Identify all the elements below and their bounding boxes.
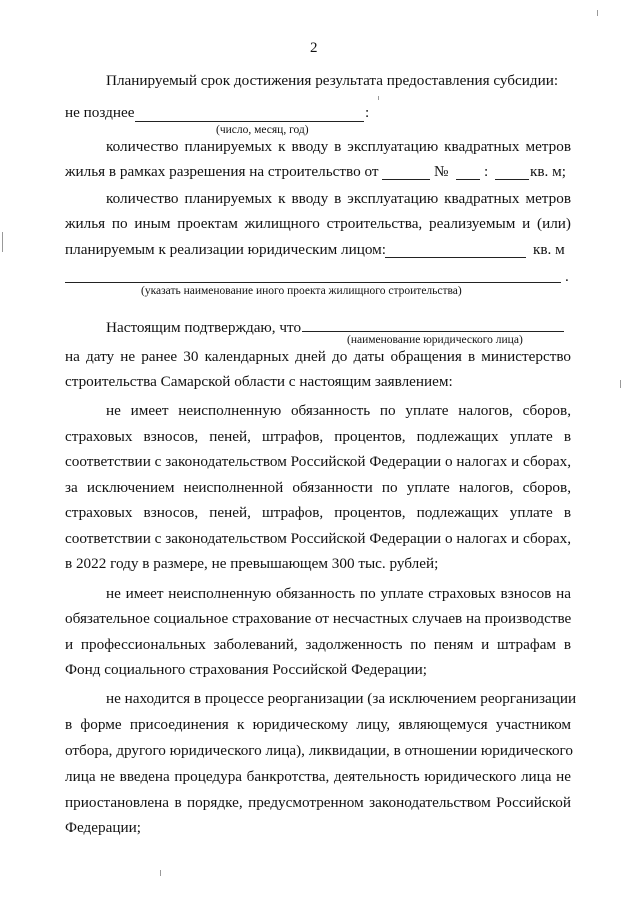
deadline-label: не позднее	[65, 104, 135, 121]
text-line-3: количество планируемых к вводу в эксплуатацию квадратных метров	[106, 138, 571, 155]
text-line-16: страховых взносов, пеней, штрафов, процентов, подлежащих уплате в	[65, 504, 571, 521]
scan-speck	[620, 380, 621, 388]
project-name-blank	[65, 282, 561, 283]
page-number: 2	[310, 40, 318, 56]
text-line-1: Планируемый срок достижения результата предоставления субсидии:	[106, 72, 559, 89]
text-line-18: в 2022 году в размере, не превышающем 300 тыс. рублей;	[65, 555, 439, 572]
deadline-colon: :	[365, 104, 370, 121]
caption-project: (указать наименование иного проекта жилищного строительства)	[141, 285, 462, 297]
scan-speck	[378, 96, 379, 100]
deadline-blank	[135, 121, 364, 122]
text-line-12: не имеет неисполненную обязанность по уплате налогов, сборов,	[106, 402, 571, 419]
text-line-25: отбора, другого юридического лица), ликвидации, в отношении юридического	[65, 742, 574, 759]
text-line-23: не находится в процессе реорганизации (за исключением реорганизации	[106, 690, 577, 707]
text-line-10: на дату не ранее 30 календарных дней до даты обращения в министерство	[65, 348, 571, 365]
text-line-13: страховых взносов, пеней, штрафов, процентов, подлежащих уплате в	[65, 428, 571, 445]
caption-legal-entity: (наименование юридического лица)	[347, 334, 523, 346]
legal-entity-blank	[302, 331, 564, 332]
permit-text: жилья в рамках разрешения на строительство от	[65, 163, 379, 180]
confirm-text: Настоящим подтверждаю, что	[106, 319, 302, 336]
scan-edge-mark	[2, 232, 3, 252]
text-line-19: не имеет неисполненную обязанность по уплате страховых взносов на	[106, 585, 571, 602]
text-line-20: обязательное социальное страхование от несчастных случаев на производстве	[65, 610, 572, 627]
permit-colon: :	[484, 163, 489, 180]
permit-date-blank	[382, 179, 430, 180]
caption-date: (число, месяц, год)	[216, 124, 309, 136]
permit-unit: кв. м;	[530, 163, 566, 180]
other-projects-text: планируемым к реализации юридическим лицом:	[65, 241, 386, 258]
text-line-28: Федерации;	[65, 819, 141, 836]
other-projects-area-blank	[385, 257, 526, 258]
permit-number-sign: №	[434, 163, 449, 180]
other-projects-unit: кв. м	[533, 241, 565, 258]
text-line-6: жилья по иным проектам жилищного строительства, реализуемым и (или)	[65, 215, 571, 232]
text-line-27: приостановлена в порядке, предусмотренном законодательством Российской	[65, 794, 571, 811]
text-line-5: количество планируемых к вводу в эксплуатацию квадратных метров	[106, 190, 571, 207]
text-line-15: за исключением неисполненной обязанности по уплате налогов, сборов,	[65, 479, 571, 496]
scan-speck	[597, 10, 598, 16]
project-name-period: .	[565, 268, 569, 285]
permit-number-blank	[456, 179, 480, 180]
text-line-14: соответствии с законодательством Российской Федерации о налогах и сборах,	[65, 453, 571, 470]
permit-area-blank	[495, 179, 529, 180]
text-line-21: и профессиональных заболеваний, задолженность по пеням и штрафам в	[65, 636, 571, 653]
text-line-11: строительства Самарской области с настоящим заявлением:	[65, 373, 453, 390]
text-line-24: в форме присоединения к юридическому лицу, являющемуся участником	[65, 716, 571, 733]
scan-speck	[160, 870, 161, 876]
text-line-26: лица не введена процедура банкротства, деятельность юридического лица не	[65, 768, 571, 785]
text-line-17: соответствии с законодательством Российской Федерации о налогах и сборах,	[65, 530, 571, 547]
text-line-22: Фонд социального страхования Российской Федерации;	[65, 661, 428, 678]
